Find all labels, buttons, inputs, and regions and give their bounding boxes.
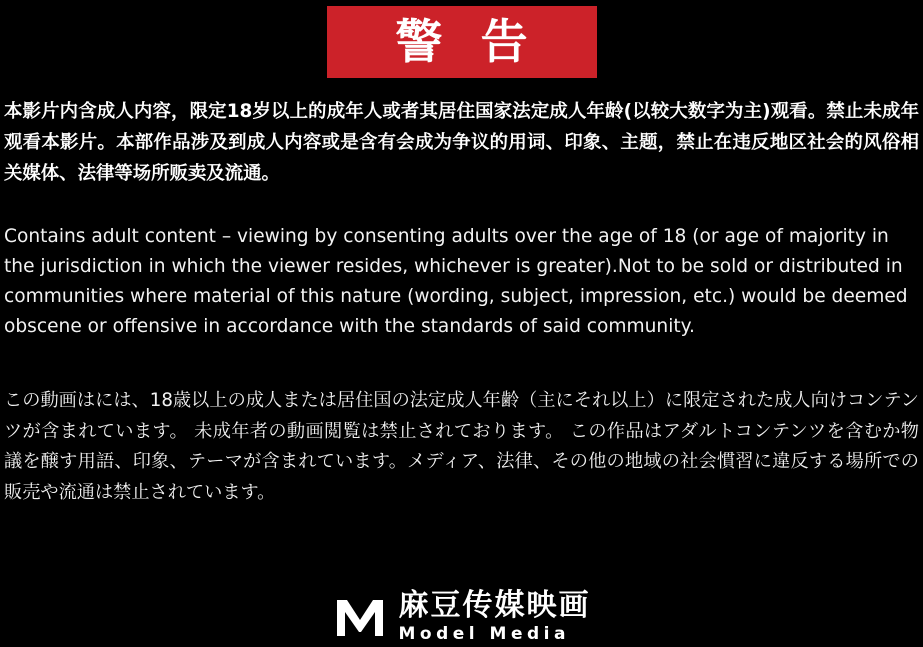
brand-name-cn: 麻豆传媒映画 xyxy=(398,588,591,623)
notice-text-japanese: この動画はには、18歳以上の成人または居住国の法定成人年齢（主にそれ以上）に限定された成人向けコンテンツが含まれています。 未成年者の動画閲覧は禁止されております。 この作品はアダルトコンテンツを含むか物議を醸す用語、印象、テーマが含まれています。メディア、法律、その他の地域の社会慣習に違反する場所での販売や流通は禁止されています。 xyxy=(4,390,919,503)
notice-text-english: Contains adult content – viewing by consenting adults over the age of 18 (or age of majority in the jurisdiction in which the viewer resides, whichever is greater).Not to be sold or distributed in communities where material of this nature (wording, subject, impression, etc.) would be deemed obscene or offensive in accordance with the standards of said community. xyxy=(4,226,908,337)
warning-banner xyxy=(327,6,597,78)
notice-text-chinese: 本影片内含成人内容，限定18岁以上的成年人或者其居住国家法定成人年龄(以较大数字为主)观看。禁止未成年观看本影片。本部作品涉及到成人内容或是含有会成为争议的用词、印象、主题，禁止在违反地区社会的风俗相关媒体、法律等场所贩卖及流通。 xyxy=(4,101,919,184)
brand-logo-text xyxy=(398,588,591,644)
warning-banner-container xyxy=(0,6,923,78)
warning-banner-label: 警 告 xyxy=(395,14,539,70)
m-monogram-icon xyxy=(333,594,387,640)
brand-name-en: Model Media xyxy=(398,624,570,644)
brand-logo xyxy=(0,588,923,644)
